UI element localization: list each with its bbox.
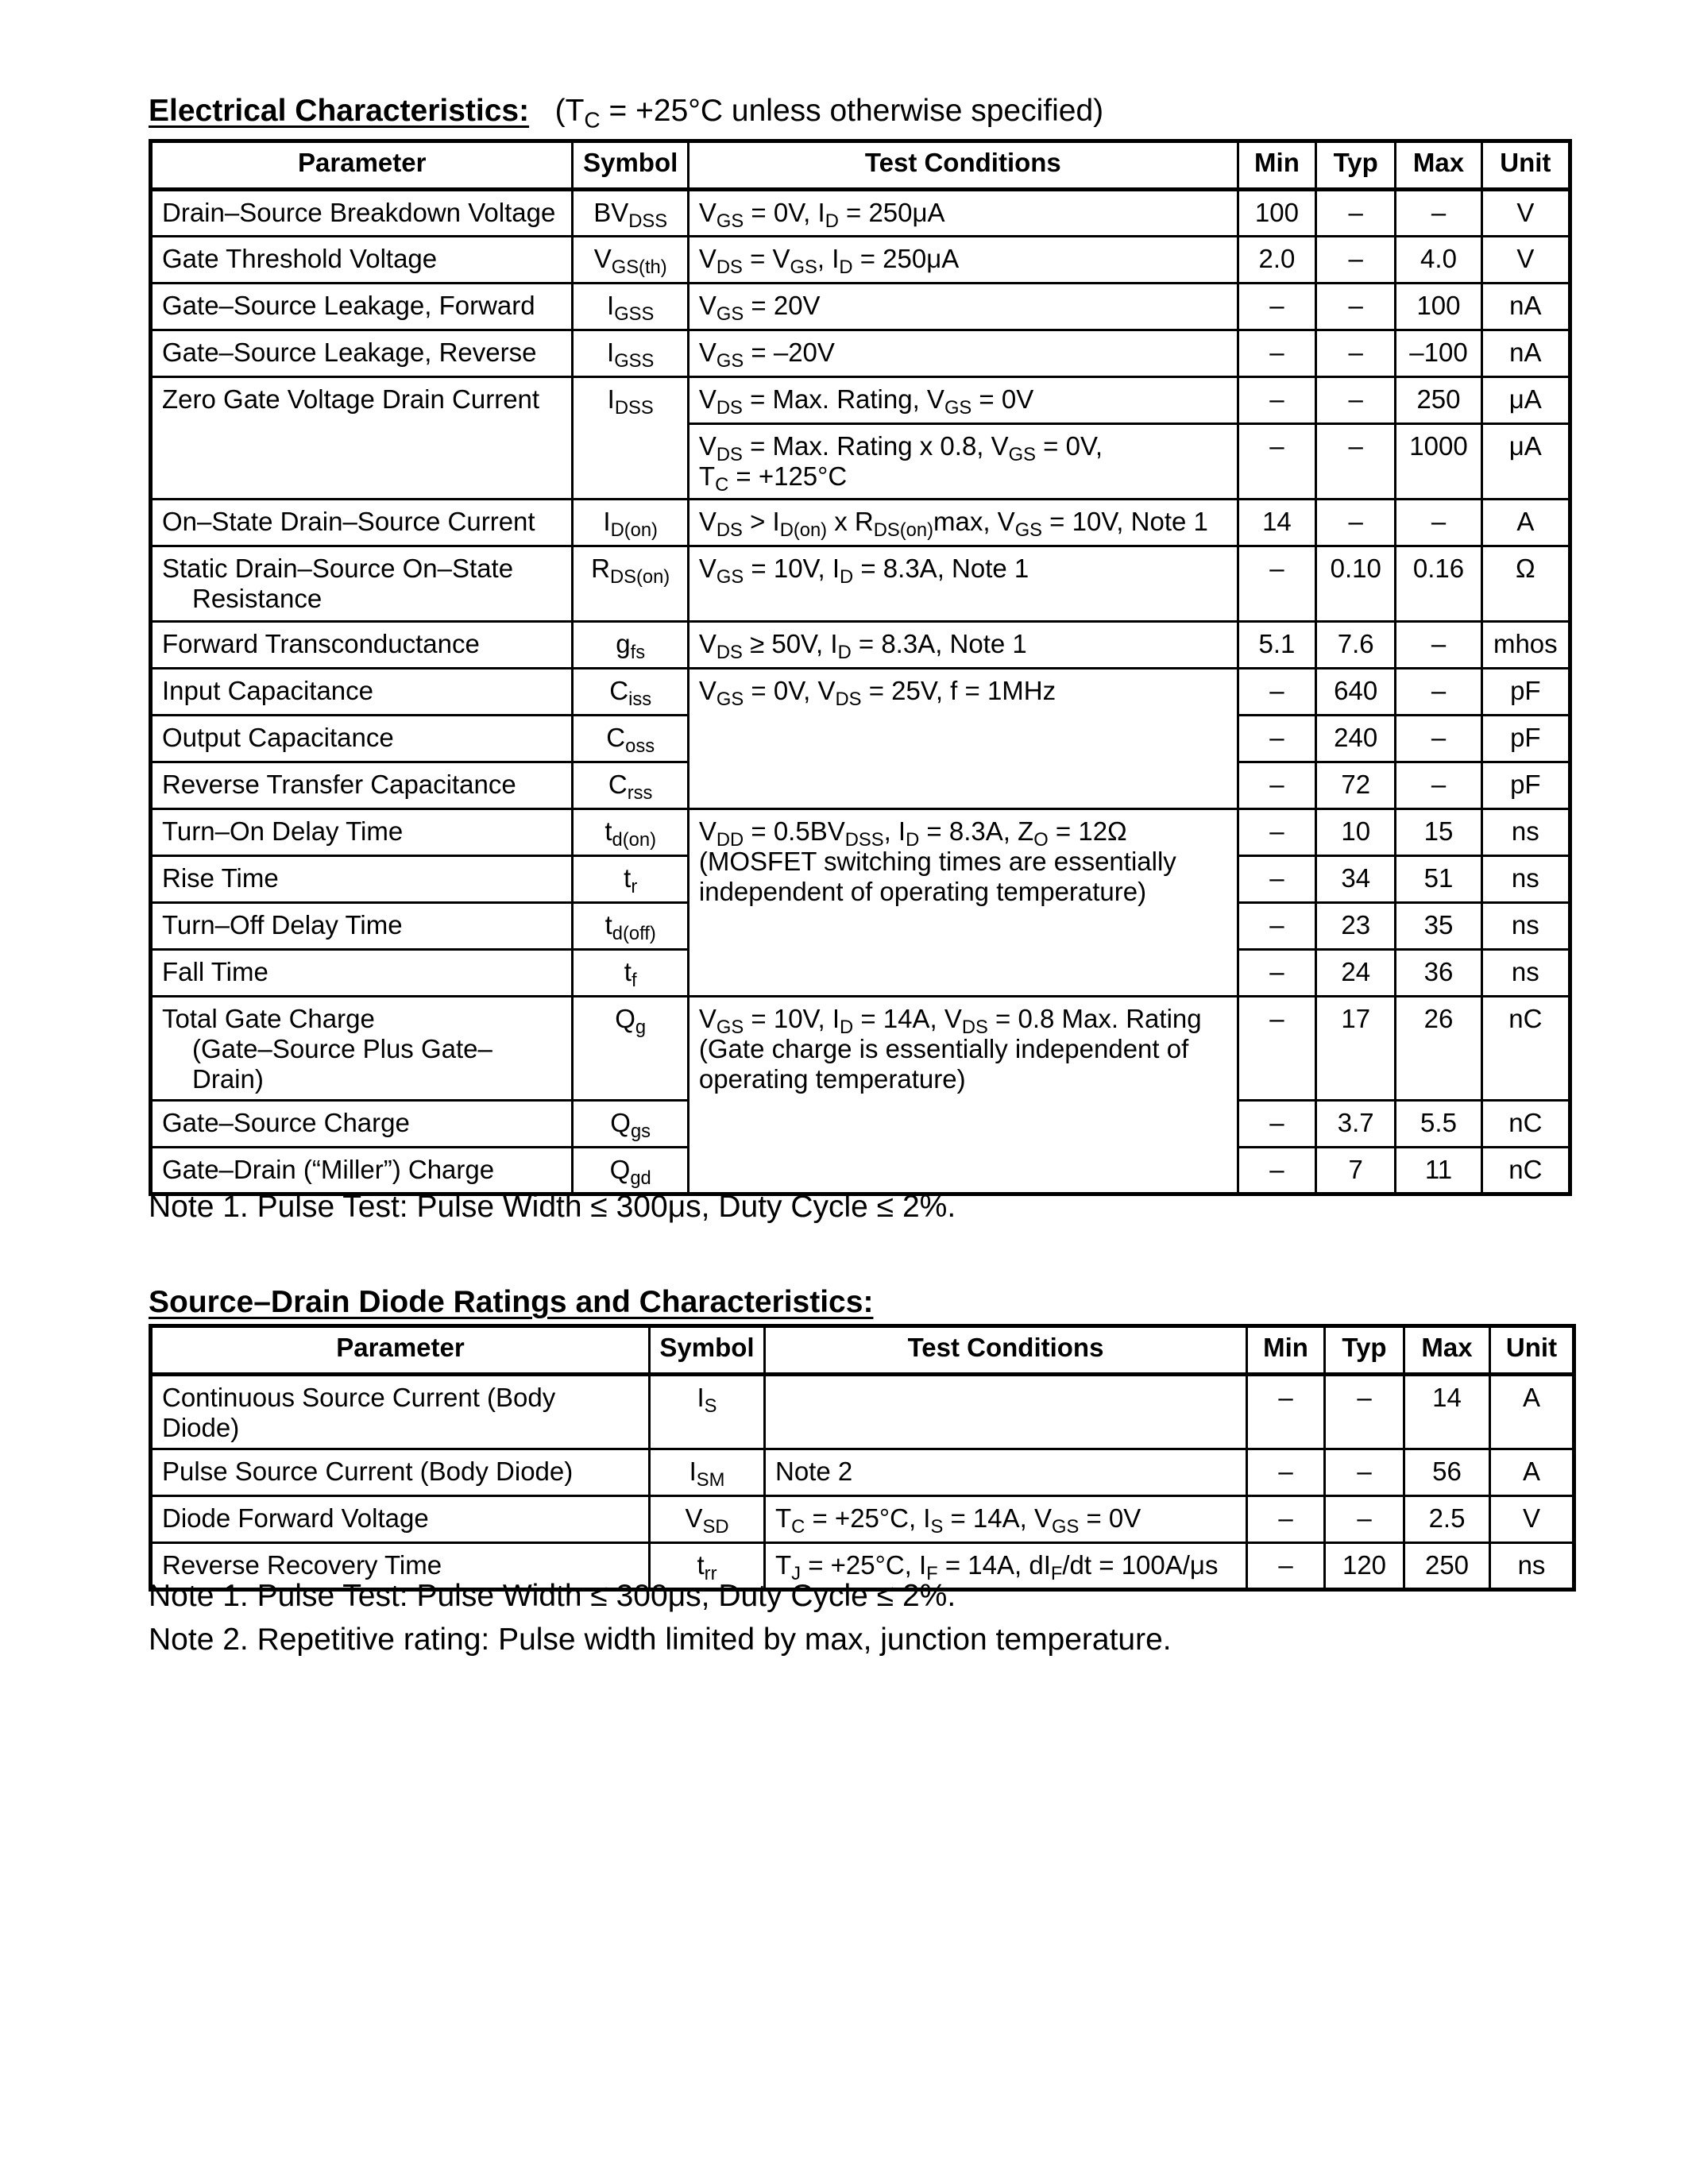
min-cell: 5.1 [1238, 622, 1315, 669]
min-cell: – [1247, 1495, 1325, 1542]
max-cell: 56 [1404, 1449, 1490, 1495]
typ-cell: – [1325, 1495, 1404, 1542]
param-cell: Fall Time [151, 950, 573, 997]
table-row [151, 622, 1570, 669]
max-cell: 26 [1396, 997, 1481, 1101]
symbol-cell: $C_{rss}$ [573, 762, 688, 809]
table-row [151, 1449, 1574, 1495]
param-line: Resistance [192, 583, 323, 613]
max-cell: – [1396, 622, 1481, 669]
max-cell: 1000 [1396, 424, 1481, 500]
param-cell: Turn–Off Delay Time [151, 903, 573, 950]
table-row [151, 190, 1570, 237]
header-test-conditions: Test Conditions [688, 141, 1238, 190]
typ-cell: 0.10 [1316, 546, 1396, 622]
min-cell: – [1238, 546, 1315, 622]
unit-cell: pF [1481, 762, 1570, 809]
min-cell: – [1238, 1147, 1315, 1194]
typ-cell: 640 [1316, 669, 1396, 716]
param-cell: Rise Time [151, 856, 573, 903]
symbol-cell: $C_{iss}$ [573, 669, 688, 716]
condition-cell: $V_{DS}$ = Max. Rating x 0.8, $V_{GS} = 0V$, $T_C = +125^\circ C$ [688, 424, 1238, 500]
max-cell: – [1396, 762, 1481, 809]
symbol-cell: $C_{oss}$ [573, 716, 688, 762]
condition-cell: $T_J = +25^\circ C$, $I_F = 14A$, $dI_F/dt = 100A/\mu s$ [765, 1542, 1247, 1589]
min-cell: – [1238, 903, 1315, 950]
param-cell: Turn–On Delay Time [151, 809, 573, 856]
electrical-characteristics-table [149, 139, 1572, 1196]
max-cell: 250 [1404, 1542, 1490, 1589]
unit-cell: pF [1481, 716, 1570, 762]
param-cell: Pulse Source Current (Body Diode) [151, 1449, 650, 1495]
unit-cell: V [1481, 237, 1570, 284]
param-line: Static Drain–Source On–State [162, 554, 514, 583]
symbol-cell: $I_S$ [650, 1375, 765, 1449]
symbol-cell: $Q_g$ [573, 997, 688, 1101]
typ-cell: 10 [1316, 809, 1396, 856]
param-cell [151, 546, 573, 622]
symbol-cell: $Q_{gd}$ [573, 1147, 688, 1194]
note-pulse-test: Note 1. Pulse Test: Pulse Width ≤ 300μs, Duty Cycle ≤ 2%. [149, 1579, 956, 1613]
condition-cell: $V_{GS} = -20V$ [688, 330, 1238, 377]
electrical-characteristics-heading [149, 94, 1104, 133]
header-test-conditions: Test Conditions [765, 1326, 1247, 1375]
min-cell: – [1238, 377, 1315, 424]
typ-cell: – [1316, 330, 1396, 377]
symbol-cell: $I_{DSS}$ [573, 377, 688, 500]
table-row [151, 377, 1570, 424]
symbol-cell: $Q_{gs}$ [573, 1100, 688, 1147]
min-cell: – [1238, 1100, 1315, 1147]
source-drain-diode-heading [149, 1287, 873, 1318]
max-cell: –100 [1396, 330, 1481, 377]
symbol-cell: $t_{rr}$ [650, 1542, 765, 1589]
max-cell: 2.5 [1404, 1495, 1490, 1542]
symbol-cell: $I_{GSS}$ [573, 284, 688, 330]
condition-cell: Note 2 [765, 1449, 1247, 1495]
typ-cell: – [1316, 377, 1396, 424]
header-min: Min [1247, 1326, 1325, 1375]
unit-cell: V [1481, 190, 1570, 237]
unit-cell: ns [1481, 903, 1570, 950]
condition-cell: $V_{DS}$ = Max. Rating, $V_{GS} = 0V$ [688, 377, 1238, 424]
header-typ: Typ [1316, 141, 1396, 190]
param-cell: Gate–Drain (“Miller”) Charge [151, 1147, 573, 1194]
typ-cell: 7 [1316, 1147, 1396, 1194]
condition-cell: $V_{GS} = 10V$, $I_D = 14A$, $V_{DS} = 0.8$ Max. Rating (Gate charge is essentially independent of operating temperature) [688, 997, 1238, 1194]
unit-cell: mhos [1481, 622, 1570, 669]
condition-cell: $V_{DS} > I_{D(on)}$ x $R_{DS(on)}\max$, $V_{GS} = 10V$, Note 1 [688, 500, 1238, 546]
unit-cell: nA [1481, 330, 1570, 377]
unit-cell: ns [1481, 950, 1570, 997]
header-parameter: Parameter [151, 141, 573, 190]
typ-cell: 34 [1316, 856, 1396, 903]
min-cell: – [1238, 809, 1315, 856]
typ-cell: 3.7 [1316, 1100, 1396, 1147]
unit-cell: nC [1481, 1100, 1570, 1147]
typ-cell: 7.6 [1316, 622, 1396, 669]
max-cell: 35 [1396, 903, 1481, 950]
max-cell: – [1396, 500, 1481, 546]
table-row [151, 997, 1570, 1101]
table-row [151, 500, 1570, 546]
min-cell: – [1238, 424, 1315, 500]
unit-cell: μA [1481, 424, 1570, 500]
min-cell: – [1238, 669, 1315, 716]
typ-cell: 17 [1316, 997, 1396, 1101]
unit-cell: nC [1481, 997, 1570, 1101]
min-cell: – [1238, 284, 1315, 330]
unit-cell: nA [1481, 284, 1570, 330]
typ-cell: 72 [1316, 762, 1396, 809]
table-row [151, 1495, 1574, 1542]
table-row [151, 809, 1570, 856]
param-cell: Zero Gate Voltage Drain Current [151, 377, 573, 500]
symbol-cell: $g_{fs}$ [573, 622, 688, 669]
typ-cell: 240 [1316, 716, 1396, 762]
max-cell: 0.16 [1396, 546, 1481, 622]
table-header-row [151, 141, 1570, 190]
max-cell: 51 [1396, 856, 1481, 903]
typ-cell: – [1316, 284, 1396, 330]
unit-cell: A [1481, 500, 1570, 546]
table-row [151, 546, 1570, 622]
min-cell: – [1238, 762, 1315, 809]
header-symbol: Symbol [573, 141, 688, 190]
header-unit: Unit [1490, 1326, 1574, 1375]
header-min: Min [1238, 141, 1315, 190]
unit-cell: ns [1481, 856, 1570, 903]
max-cell: 250 [1396, 377, 1481, 424]
symbol-cell: $V_{GS(th)}$ [573, 237, 688, 284]
symbol-cell: $I_{SM}$ [650, 1449, 765, 1495]
condition-cell: $V_{GS} = 10V$, $I_D = 8.3A$, Note 1 [688, 546, 1238, 622]
symbol-cell: $t_{d(off)}$ [573, 903, 688, 950]
symbol-cell: $t_{d(on)}$ [573, 809, 688, 856]
max-cell: 36 [1396, 950, 1481, 997]
table-row [151, 237, 1570, 284]
param-cell: Gate–Source Leakage, Reverse [151, 330, 573, 377]
param-cell: Reverse Recovery Time [151, 1542, 650, 1589]
min-cell: 2.0 [1238, 237, 1315, 284]
param-cell: Drain–Source Breakdown Voltage [151, 190, 573, 237]
param-cell: On–State Drain–Source Current [151, 500, 573, 546]
typ-cell: 120 [1325, 1542, 1404, 1589]
symbol-cell: $I_{GSS}$ [573, 330, 688, 377]
max-cell: – [1396, 190, 1481, 237]
min-cell: 14 [1238, 500, 1315, 546]
min-cell: – [1238, 950, 1315, 997]
min-cell: 100 [1238, 190, 1315, 237]
condition-cell: $V_{DD} = 0.5BV_{DSS}$, $I_D = 8.3A$, $Z_O = 12\Omega$ (MOSFET switching times are essentially independent of operating temperature) [688, 809, 1238, 997]
typ-cell: – [1316, 424, 1396, 500]
section-title: Source–Drain Diode Ratings and Characteristics: [149, 1285, 874, 1319]
min-cell: – [1247, 1449, 1325, 1495]
condition-cell [765, 1375, 1247, 1449]
source-drain-diode-table [149, 1324, 1576, 1592]
param-cell [151, 997, 573, 1101]
header-unit: Unit [1481, 141, 1570, 190]
condition-cell: $V_{GS} = 0V$, $I_D = 250\mu A$ [688, 190, 1238, 237]
min-cell: – [1238, 330, 1315, 377]
condition-cell: $V_{GS} = 0V$, $V_{DS} = 25V$, f = 1MHz [688, 669, 1238, 809]
param-cell: Input Capacitance [151, 669, 573, 716]
header-parameter: Parameter [151, 1326, 650, 1375]
typ-cell: – [1325, 1449, 1404, 1495]
table-row [151, 284, 1570, 330]
table-row [151, 1375, 1574, 1449]
table-row [151, 669, 1570, 716]
min-cell: – [1238, 997, 1315, 1101]
note-repetitive-rating: Note 2. Repetitive rating: Pulse width limited by max, junction temperature. [149, 1623, 1172, 1657]
typ-cell: – [1325, 1375, 1404, 1449]
max-cell: 5.5 [1396, 1100, 1481, 1147]
unit-cell: nC [1481, 1147, 1570, 1194]
max-cell: 4.0 [1396, 237, 1481, 284]
header-max: Max [1404, 1326, 1490, 1375]
max-cell: 15 [1396, 809, 1481, 856]
max-cell: 11 [1396, 1147, 1481, 1194]
unit-cell: Ω [1481, 546, 1570, 622]
param-cell: Gate–Source Leakage, Forward [151, 284, 573, 330]
condition-cell: $V_{GS} = 20V$ [688, 284, 1238, 330]
header-max: Max [1396, 141, 1481, 190]
unit-cell: μA [1481, 377, 1570, 424]
unit-cell: pF [1481, 669, 1570, 716]
unit-cell: ns [1481, 809, 1570, 856]
min-cell: – [1247, 1375, 1325, 1449]
symbol-cell: $t_r$ [573, 856, 688, 903]
param-cell: Gate–Source Charge [151, 1100, 573, 1147]
unit-cell: ns [1490, 1542, 1574, 1589]
param-line: (Gate–Source Plus Gate–Drain) [192, 1033, 492, 1094]
param-cell: Continuous Source Current (Body Diode) [151, 1375, 650, 1449]
min-cell: – [1238, 716, 1315, 762]
header-typ: Typ [1325, 1326, 1404, 1375]
table-row [151, 330, 1570, 377]
unit-cell: V [1490, 1495, 1574, 1542]
param-cell: Forward Transconductance [151, 622, 573, 669]
max-cell: – [1396, 669, 1481, 716]
typ-cell: – [1316, 190, 1396, 237]
typ-cell: 24 [1316, 950, 1396, 997]
condition-cell: $V_{DS} \ge 50V$, $I_D = 8.3A$, Note 1 [688, 622, 1238, 669]
param-cell: Gate Threshold Voltage [151, 237, 573, 284]
symbol-cell: $t_f$ [573, 950, 688, 997]
max-cell: 100 [1396, 284, 1481, 330]
condition-cell: $V_{DS} = V_{GS}$, $I_D = 250\mu A$ [688, 237, 1238, 284]
param-line: Total Gate Charge [162, 1004, 375, 1033]
max-cell: 14 [1404, 1375, 1490, 1449]
min-cell: – [1247, 1542, 1325, 1589]
section-title: Electrical Characteristics: [149, 94, 530, 128]
condition-cell: $T_C = +25^\circ C$, $I_S = 14A$, $V_{GS} = 0V$ [765, 1495, 1247, 1542]
symbol-cell: $I_{D(on)}$ [573, 500, 688, 546]
typ-cell: – [1316, 500, 1396, 546]
param-cell: Output Capacitance [151, 716, 573, 762]
max-cell: – [1396, 716, 1481, 762]
table-header-row [151, 1326, 1574, 1375]
typ-cell: 23 [1316, 903, 1396, 950]
param-cell: Diode Forward Voltage [151, 1495, 650, 1542]
min-cell: – [1238, 856, 1315, 903]
note-pulse-test: Note 1. Pulse Test: Pulse Width ≤ 300μs, Duty Cycle ≤ 2%. [149, 1190, 956, 1224]
symbol-cell: $R_{DS(on)}$ [573, 546, 688, 622]
unit-cell: A [1490, 1449, 1574, 1495]
param-cell: Reverse Transfer Capacitance [151, 762, 573, 809]
typ-cell: – [1316, 237, 1396, 284]
symbol-cell: $BV_{DSS}$ [573, 190, 688, 237]
header-symbol: Symbol [650, 1326, 765, 1375]
symbol-cell: $V_{SD}$ [650, 1495, 765, 1542]
section-condition: ($T_C = +25^\circ C$ unless otherwise specified) [537, 94, 1104, 133]
unit-cell: A [1490, 1375, 1574, 1449]
